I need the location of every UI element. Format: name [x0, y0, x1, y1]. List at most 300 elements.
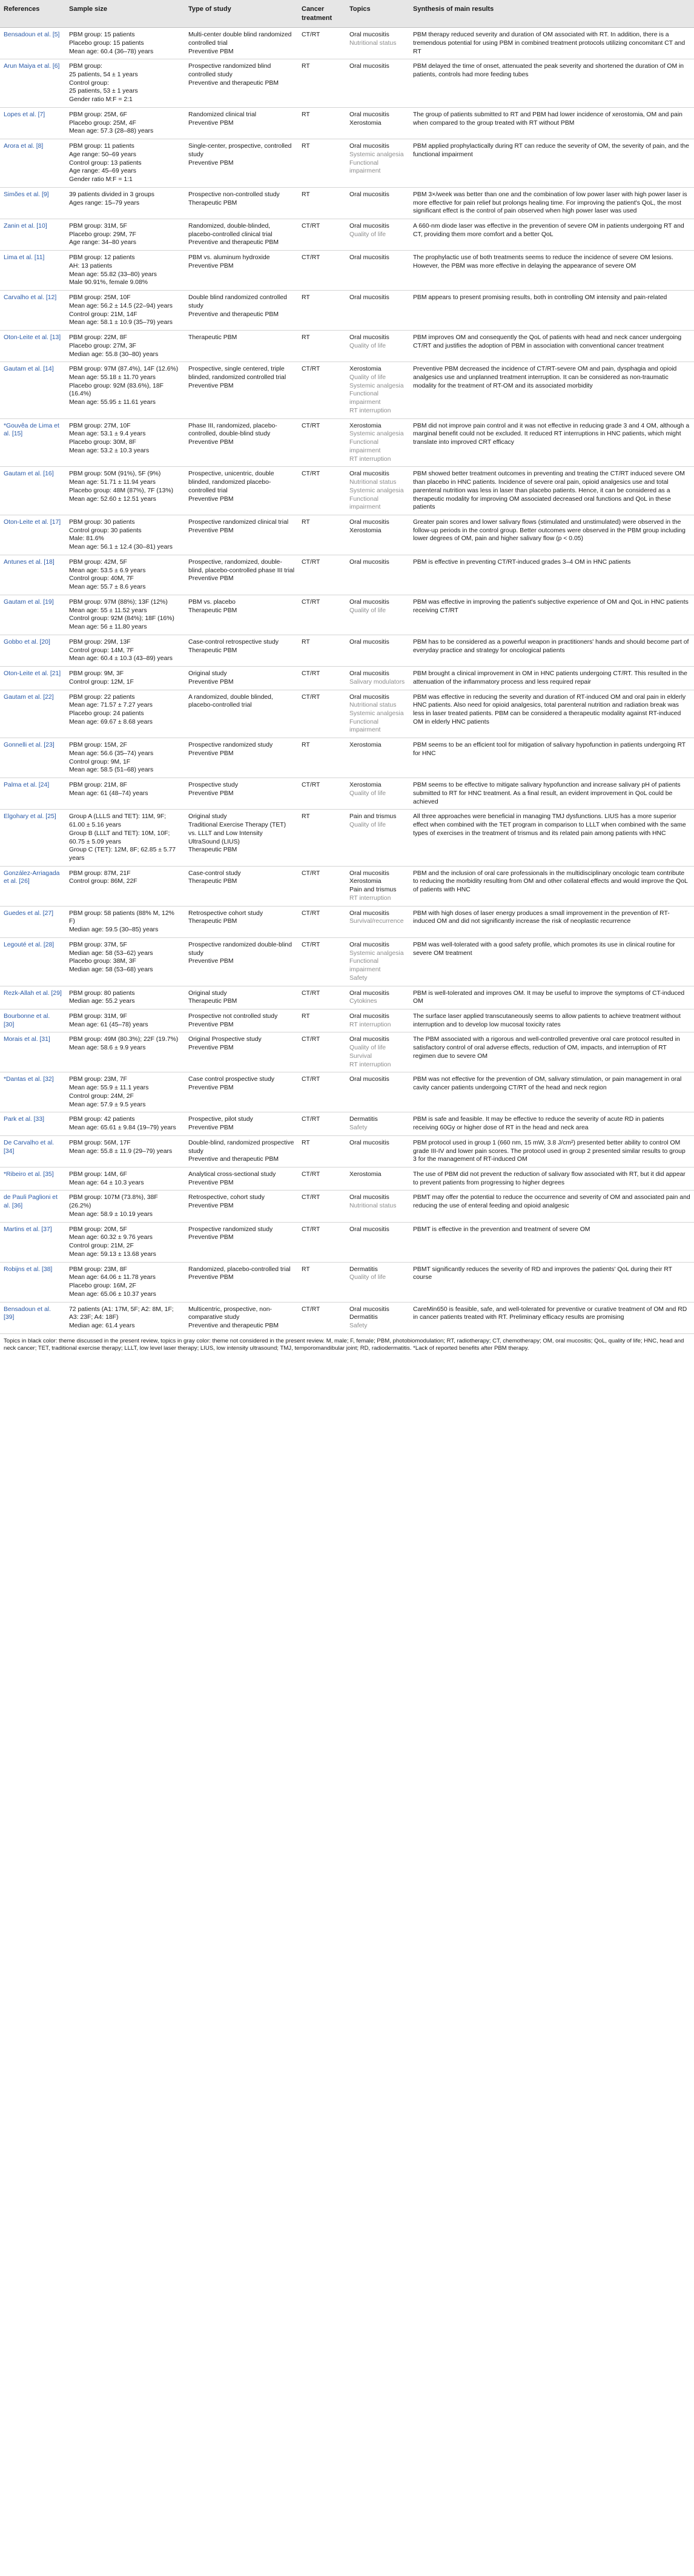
- topic-not-reviewed: Systemic analgesia: [349, 487, 404, 494]
- study-type-line: Therapeutic PBM: [188, 334, 237, 342]
- topic-reviewed: Pain and trismus: [349, 887, 397, 894]
- topics-cell: [346, 515, 409, 555]
- sample-size-line: Mean age: 61 (45–78) years: [69, 1021, 148, 1028]
- table-row: [0, 418, 694, 467]
- study-type-cell: [185, 555, 298, 595]
- cancer-treatment-text: CT/RT: [302, 222, 320, 230]
- header-topics: Topics: [346, 0, 409, 28]
- sample-size-line: PBM group: 9M, 3F: [69, 670, 124, 678]
- study-type-cell: [185, 331, 298, 362]
- synthesis-cell: [409, 59, 694, 108]
- synthesis-cell: [409, 107, 694, 139]
- sample-size-cell: [65, 1032, 185, 1072]
- synthesis-text: PBM is effective in preventing CT/RT-induced grades 3–4 OM in HNC patients: [413, 558, 631, 566]
- reference-cell: [0, 139, 65, 188]
- topic-reviewed: Xerostomia: [349, 119, 382, 127]
- sample-size-line: Median age: 55.8 (30–80) years: [69, 351, 159, 358]
- synthesis-cell: [409, 291, 694, 331]
- sample-size-cell: [65, 667, 185, 690]
- study-type-line: Double-blind, randomized prospective study: [188, 1139, 294, 1155]
- study-type-line: Preventive and therapeutic PBM: [188, 311, 279, 318]
- study-type-line: Preventive PBM: [188, 439, 234, 446]
- cancer-treatment-text: RT: [302, 1139, 310, 1146]
- sample-size-line: Group B (LLLT and TET): 10M, 10F; 60.75 ± 5.09 years: [69, 830, 170, 845]
- sample-size-line: PBM group: 23M, 7F: [69, 1076, 127, 1083]
- cancer-treatment-text: RT: [302, 1266, 310, 1273]
- sample-size-line: Group A (LLLS and TET): 11M, 9F; 61.00 ± 5.16 years: [69, 813, 167, 829]
- synthesis-text: CareMin650 is feasible, safe, and well-tolerated for preventive or curative treatment of OM and RD in cancer patients treated with RT. Preliminary efficacy results are promising: [413, 1306, 687, 1321]
- synthesis-cell: [409, 635, 694, 666]
- reference-text: Guedes et al. [27]: [4, 910, 54, 917]
- reference-text: *Dantas et al. [32]: [4, 1076, 54, 1083]
- synthesis-cell: [409, 331, 694, 362]
- topic-reviewed: Oral mucositis: [349, 191, 389, 198]
- study-type-line: PBM vs. placebo: [188, 598, 236, 606]
- synthesis-text: PBM therapy reduced severity and duration of OM associated with RT. In addition, there is a tremendous potential for using PBM in combined treatment protocols utilizing concomitant CT and RT: [413, 31, 686, 55]
- synthesis-cell: [409, 219, 694, 250]
- sample-size-cell: [65, 1167, 185, 1191]
- study-type-line: Preventive PBM: [188, 575, 234, 583]
- topic-not-reviewed: Quality of life: [349, 790, 386, 797]
- study-type-line: Prospective non-controlled study: [188, 191, 280, 198]
- study-type-cell: [185, 251, 298, 291]
- sample-size-cell: [65, 251, 185, 291]
- table-row: [0, 866, 694, 906]
- topic-reviewed: Oral mucositis: [349, 670, 389, 678]
- topic-not-reviewed: Quality of life: [349, 607, 386, 614]
- topics-cell: [346, 251, 409, 291]
- synthesis-cell: [409, 906, 694, 937]
- reference-text: Bensadoun et al. [5]: [4, 31, 60, 39]
- sample-size-line: PBM group: 30 patients: [69, 519, 135, 526]
- topic-not-reviewed: Nutritional status: [349, 1203, 397, 1210]
- topics-cell: [346, 28, 409, 59]
- study-type-line: Prospective, unicentric, double blinded, randomized placebo-controlled trial: [188, 471, 274, 494]
- topics-cell: [346, 690, 409, 738]
- topic-reviewed: Oral mucositis: [349, 111, 389, 118]
- table-row: [0, 778, 694, 810]
- header-type-of-study: Type of study: [185, 0, 298, 28]
- sample-size-cell: [65, 1112, 185, 1135]
- study-type-line: Therapeutic PBM: [188, 918, 237, 925]
- cancer-treatment-cell: [298, 1191, 346, 1222]
- sample-size-cell: [65, 418, 185, 467]
- synthesis-text: PBMT significantly reduces the severity of RD and improves the patients' QoL during their RT course: [413, 1266, 672, 1281]
- sample-size-line: Mean age: 65.06 ± 10.37 years: [69, 1290, 156, 1298]
- sample-size-line: PBM group: 29M, 13F: [69, 638, 131, 646]
- cancer-treatment-cell: [298, 219, 346, 250]
- sample-size-cell: [65, 187, 185, 219]
- table-row: [0, 291, 694, 331]
- reference-cell: [0, 986, 65, 1009]
- sample-size-cell: [65, 595, 185, 635]
- synthesis-cell: [409, 866, 694, 906]
- study-type-line: Preventive PBM: [188, 1125, 234, 1132]
- cancer-treatment-cell: [298, 1009, 346, 1032]
- study-type-cell: [185, 1135, 298, 1167]
- study-type-line: Single-center, prospective, controlled study: [188, 143, 292, 158]
- sample-size-line: 25 patients, 53 ± 1 years: [69, 88, 138, 95]
- synthesis-cell: [409, 1191, 694, 1222]
- study-type-cell: [185, 810, 298, 866]
- topic-not-reviewed: RT interruption: [349, 1021, 391, 1028]
- sample-size-line: PBM group: 23M, 8F: [69, 1266, 127, 1273]
- cancer-treatment-text: CT/RT: [302, 1036, 320, 1043]
- sample-size-line: Control group: 86M, 22F: [69, 878, 137, 885]
- study-type-line: Preventive PBM: [188, 262, 234, 269]
- topic-not-reviewed: Nutritional status: [349, 479, 397, 486]
- cancer-treatment-cell: [298, 251, 346, 291]
- study-type-line: Randomized clinical trial: [188, 111, 257, 118]
- topics-cell: [346, 986, 409, 1009]
- cancer-treatment-text: RT: [302, 1013, 310, 1020]
- topic-reviewed: Dermatitis: [349, 1116, 378, 1123]
- reference-text: Robijns et al. [38]: [4, 1266, 53, 1273]
- cancer-treatment-cell: [298, 1032, 346, 1072]
- sample-size-line: Mean age: 53.1 ± 9.4 years: [69, 431, 146, 438]
- sample-size-line: PBM group: 56M, 17F: [69, 1139, 131, 1146]
- study-type-line: Preventive PBM: [188, 1085, 234, 1092]
- study-type-cell: [185, 1302, 298, 1333]
- sample-size-line: PBM group: 20M, 5F: [69, 1226, 127, 1233]
- cancer-treatment-cell: [298, 778, 346, 810]
- study-type-line: Preventive PBM: [188, 790, 234, 797]
- cancer-treatment-text: CT/RT: [302, 941, 320, 948]
- topics-cell: [346, 555, 409, 595]
- reference-cell: [0, 555, 65, 595]
- topic-reviewed: Oral mucositis: [349, 941, 389, 948]
- study-type-cell: [185, 107, 298, 139]
- topics-cell: [346, 937, 409, 986]
- topic-reviewed: Oral mucositis: [349, 558, 389, 566]
- reference-cell: [0, 810, 65, 866]
- sample-size-line: Mean age: 53.2 ± 10.3 years: [69, 447, 150, 454]
- table-row: [0, 515, 694, 555]
- topic-reviewed: Xerostomia: [349, 782, 382, 789]
- sample-size-line: Mean age: 55.95 ± 11.61 years: [69, 399, 156, 406]
- reference-cell: [0, 331, 65, 362]
- topic-reviewed: Xerostomia: [349, 366, 382, 373]
- sample-size-line: PBM group: 80 patients: [69, 989, 135, 997]
- study-type-line: Prospective, pilot study: [188, 1116, 253, 1123]
- topic-not-reviewed: Salivary modulators: [349, 678, 405, 685]
- study-type-line: Original Prospective study: [188, 1036, 262, 1043]
- study-type-line: Case control prospective study: [188, 1076, 275, 1083]
- topics-cell: [346, 418, 409, 467]
- synthesis-cell: [409, 28, 694, 59]
- sample-size-cell: [65, 986, 185, 1009]
- topics-cell: [346, 738, 409, 778]
- synthesis-text: PBM applied prophylactically during RT can reduce the severity of OM, the severity of pain, and the functional impairment: [413, 143, 689, 158]
- sample-size-line: Placebo group: 16M, 2F: [69, 1283, 136, 1290]
- topic-not-reviewed: Survival/recurrence: [349, 918, 404, 925]
- synthesis-cell: [409, 667, 694, 690]
- cancer-treatment-cell: [298, 291, 346, 331]
- table-header-row: [0, 0, 694, 28]
- study-type-line: Retrospective cohort study: [188, 910, 263, 917]
- study-type-line: PBM vs. aluminum hydroxide: [188, 254, 270, 262]
- topic-not-reviewed: Nutritional status: [349, 702, 397, 709]
- sample-size-line: Mean age: 52.60 ± 12.51 years: [69, 495, 156, 503]
- reference-cell: [0, 690, 65, 738]
- study-type-cell: [185, 187, 298, 219]
- table-row: [0, 1009, 694, 1032]
- study-type-cell: [185, 1032, 298, 1072]
- sample-size-line: Control group: 92M (84%); 18F (16%): [69, 615, 174, 623]
- study-type-line: Prospective randomized blind controlled study: [188, 63, 271, 78]
- sample-size-line: Mean age: 58.9 ± 10.19 years: [69, 1210, 153, 1218]
- table-row: [0, 810, 694, 866]
- topic-not-reviewed: Quality of life: [349, 342, 386, 349]
- reference-text: Gobbo et al. [20]: [4, 638, 50, 646]
- sample-size-line: Mean age: 56.1 ± 12.4 (30–81) years: [69, 544, 173, 551]
- synthesis-text: PBM was not effective for the prevention of OM, salivary stimulation, or pain management in oral cavity cancer patients undergoing CT/RT of the head and neck region: [413, 1076, 682, 1092]
- study-type-line: Preventive PBM: [188, 1274, 234, 1281]
- header-sample-size: Sample size: [65, 0, 185, 28]
- study-type-cell: [185, 1167, 298, 1191]
- reference-text: Oton-Leite et al. [13]: [4, 334, 61, 342]
- topic-reviewed: Oral mucositis: [349, 1013, 389, 1020]
- topics-cell: [346, 1032, 409, 1072]
- study-type-line: Therapeutic PBM: [188, 199, 237, 206]
- reference-cell: [0, 1302, 65, 1333]
- table-row: [0, 690, 694, 738]
- sample-size-line: PBM group: 22 patients: [69, 693, 135, 701]
- sample-size-line: PBM group: 31M, 5F: [69, 222, 127, 230]
- cancer-treatment-text: RT: [302, 813, 310, 821]
- synthesis-cell: [409, 1009, 694, 1032]
- table-row: [0, 986, 694, 1009]
- sample-size-line: Mean age: 65.61 ± 9.84 (19–79) years: [69, 1125, 176, 1132]
- topics-cell: [346, 595, 409, 635]
- study-type-line: A randomized, double blinded, placebo-controlled trial: [188, 693, 273, 709]
- study-type-cell: [185, 906, 298, 937]
- study-type-line: Original study: [188, 670, 227, 678]
- synthesis-text: PBM was effective in reducing the severity and duration of RT-induced OM and oral pain in elderly HNC patients. Also need for opioid analgesics, total parenteral nutrition and radiation break was less in laser treated patients. PBM can be considered a therapeutic modality against RT-induced OM in elderly HNC patients: [413, 693, 686, 725]
- sample-size-line: Control group: 14M, 7F: [69, 647, 134, 654]
- cancer-treatment-cell: [298, 139, 346, 188]
- cancer-treatment-cell: [298, 187, 346, 219]
- topics-cell: [346, 1167, 409, 1191]
- reference-text: Morais et al. [31]: [4, 1036, 50, 1043]
- sample-size-line: Mean age: 58.5 (51–68) years: [69, 767, 154, 774]
- topic-not-reviewed: Cytokines: [349, 998, 377, 1005]
- table-row: [0, 1167, 694, 1191]
- sample-size-cell: [65, 1191, 185, 1222]
- cancer-treatment-text: CT/RT: [302, 1171, 320, 1178]
- sample-size-cell: [65, 866, 185, 906]
- reference-cell: [0, 1135, 65, 1167]
- study-type-line: Preventive PBM: [188, 678, 234, 685]
- sample-size-line: Control group: 24M, 2F: [69, 1092, 134, 1100]
- synthesis-cell: [409, 1032, 694, 1072]
- topics-cell: [346, 1135, 409, 1167]
- sample-size-line: Median age: 55.2 years: [69, 998, 135, 1005]
- sample-size-line: Control group: 21M, 2F: [69, 1243, 134, 1250]
- cancer-treatment-cell: [298, 515, 346, 555]
- sample-size-line: Gender ratio M:F = 2:1: [69, 96, 133, 104]
- sample-size-line: Placebo group: 92M (83.6%), 18F (16.4%): [69, 382, 164, 398]
- topic-reviewed: Oral mucositis: [349, 1226, 389, 1233]
- reference-text: Arora et al. [8]: [4, 143, 44, 150]
- topic-not-reviewed: Systemic analgesia: [349, 710, 404, 717]
- table-row: [0, 331, 694, 362]
- reference-cell: [0, 187, 65, 219]
- synthesis-text: The prophylactic use of both treatments seems to reduce the incidence of severe OM lesions. However, the PBM was more effective in delaying the appearance of severe OM: [413, 254, 673, 269]
- table-row: [0, 1072, 694, 1112]
- sample-size-line: Control group: 13 patients: [69, 159, 142, 167]
- table-row: [0, 1112, 694, 1135]
- synthesis-text: PBM seems to be effective to mitigate salivary hypofunction and increase salivary pH of patients submitted to RT for HNC treatment. As a final result, an evident improvement in QoL could be achieved: [413, 782, 681, 805]
- sample-size-line: Mean age: 55 ± 11.52 years: [69, 607, 147, 614]
- reference-text: Bensadoun et al. [39]: [4, 1306, 51, 1321]
- cancer-treatment-text: CT/RT: [302, 1194, 320, 1201]
- sample-size-line: Mean age: 57.9 ± 9.5 years: [69, 1101, 146, 1108]
- study-type-line: Therapeutic PBM: [188, 998, 237, 1005]
- study-type-line: Analytical cross-sectional study: [188, 1171, 276, 1178]
- synthesis-text: Preventive PBM decreased the incidence of CT/RT-severe OM and pain, dysphagia and opioid analgesics use and unplanned treatment interruption. It can be considered as non-traumatic modality for the treatment of RT-OM and its associated morbidity: [413, 366, 677, 389]
- sample-size-cell: [65, 738, 185, 778]
- cancer-treatment-cell: [298, 1222, 346, 1262]
- sample-size-cell: [65, 778, 185, 810]
- sample-size-line: PBM group: 42 patients: [69, 1116, 135, 1123]
- table-row: [0, 555, 694, 595]
- topic-not-reviewed: Quality of life: [349, 231, 386, 238]
- study-type-line: Preventive and therapeutic PBM: [188, 239, 279, 246]
- cancer-treatment-text: CT/RT: [302, 558, 320, 566]
- synthesis-text: PBM protocol used in group 1 (660 nm, 15 mW, 3.8 J/cm²) presented better ability to control OM grade III-IV and lower pain scores. The protocol used in group 2 presented similar results to group 3 for the management of RT-induced OM: [413, 1139, 686, 1163]
- sample-size-line: Control group: 12M, 1F: [69, 678, 134, 685]
- topics-cell: [346, 906, 409, 937]
- synthesis-text: PBM improves OM and consequently the QoL of patients with head and neck cancer undergoing CT/RT and justifies the adoption of PBM in association with conventional cancer treatment: [413, 334, 682, 349]
- reference-text: Gautam et al. [14]: [4, 366, 54, 373]
- table-row: [0, 107, 694, 139]
- topics-cell: [346, 331, 409, 362]
- topic-not-reviewed: Quality of life: [349, 822, 386, 829]
- sample-size-cell: [65, 291, 185, 331]
- sample-size-line: PBM group: 22M, 8F: [69, 334, 127, 342]
- reference-text: Elgohary et al. [25]: [4, 813, 56, 821]
- study-type-line: Preventive and therapeutic PBM: [188, 1323, 279, 1330]
- topic-reviewed: Dermatitis: [349, 1266, 378, 1273]
- synthesis-cell: [409, 738, 694, 778]
- sample-size-line: Placebo group: 15 patients: [69, 39, 144, 47]
- topic-reviewed: Dermatitis: [349, 1314, 378, 1321]
- sample-size-cell: [65, 1222, 185, 1262]
- synthesis-text: The use of PBM did not prevent the reduction of salivary flow associated with RT, but it did appear to prevent patients from progressing to higher degrees: [413, 1171, 686, 1186]
- topic-reviewed: Oral mucositis: [349, 519, 389, 526]
- study-type-line: Therapeutic PBM: [188, 878, 237, 885]
- reference-cell: [0, 1072, 65, 1112]
- topics-cell: [346, 866, 409, 906]
- table-row: [0, 1222, 694, 1262]
- study-type-line: Prospective study: [188, 782, 239, 789]
- reference-cell: [0, 251, 65, 291]
- reference-text: Antunes et al. [18]: [4, 558, 55, 566]
- topic-not-reviewed: Systemic analgesia: [349, 949, 404, 957]
- cancer-treatment-cell: [298, 635, 346, 666]
- reference-text: Martins et al. [37]: [4, 1226, 52, 1233]
- study-type-line: Preventive PBM: [188, 48, 234, 55]
- study-type-cell: [185, 690, 298, 738]
- study-type-cell: [185, 1262, 298, 1302]
- topic-not-reviewed: Functional impairment: [349, 391, 381, 406]
- header-references: References: [0, 0, 65, 28]
- reference-text: *Gouvêa de Lima et al. [15]: [4, 422, 59, 438]
- sample-size-line: Control group: 40M, 7F: [69, 575, 134, 583]
- table-row: [0, 362, 694, 418]
- synthesis-text: A 660-nm diode laser was effective in the prevention of severe OM in patients undergoing RT and CT, providing them more comfort and a better QoL: [413, 222, 684, 238]
- sample-size-cell: [65, 467, 185, 515]
- study-type-cell: [185, 139, 298, 188]
- sample-size-cell: [65, 1135, 185, 1167]
- table-row: [0, 667, 694, 690]
- sample-size-line: Mean age: 55.82 (33–80) years: [69, 271, 157, 278]
- topics-cell: [346, 1262, 409, 1302]
- synthesis-cell: [409, 555, 694, 595]
- table-row: [0, 635, 694, 666]
- topics-cell: [346, 107, 409, 139]
- cancer-treatment-cell: [298, 107, 346, 139]
- synthesis-text: PBM seems to be an efficient tool for mitigation of salivary hypofunction in patients undergoing RT for HNC: [413, 742, 686, 757]
- study-type-line: Preventive PBM: [188, 1179, 234, 1186]
- topic-not-reviewed: Systemic analgesia: [349, 431, 404, 438]
- topics-cell: [346, 362, 409, 418]
- topic-not-reviewed: Safety: [349, 1323, 368, 1330]
- synthesis-text: PBMT may offer the potential to reduce the occurrence and severity of OM and associated pain and reducing the use of enteral feeding and opioid analgesic: [413, 1194, 690, 1210]
- study-type-line: Preventive and therapeutic PBM: [188, 1156, 279, 1163]
- study-type-line: Preventive PBM: [188, 1234, 234, 1241]
- sample-size-line: PBM group: 50M (91%), 5F (9%): [69, 471, 161, 478]
- sample-size-cell: [65, 635, 185, 666]
- reference-text: Zanin et al. [10]: [4, 222, 47, 230]
- topic-not-reviewed: Quality of life: [349, 374, 386, 381]
- topic-not-reviewed: Functional impairment: [349, 159, 381, 175]
- topic-reviewed: Xerostomia: [349, 742, 382, 749]
- topics-cell: [346, 1191, 409, 1222]
- synthesis-cell: [409, 515, 694, 555]
- study-type-line: Preventive PBM: [188, 750, 234, 757]
- synthesis-text: PBM and the inclusion of oral care professionals in the multidisciplinary oncologic team contribute to reducing the morbidity resulting from OM and other collateral effects and would improve the QoL of patients with HNC: [413, 870, 688, 894]
- synthesis-cell: [409, 1167, 694, 1191]
- topic-not-reviewed: Quality of life: [349, 1045, 386, 1052]
- reference-text: Arun Maiya et al. [6]: [4, 63, 60, 70]
- synthesis-text: PBM with high doses of laser energy produces a small improvement in the prevention of RT-induced OM and did not significantly increase the risk of neoplastic recurrence: [413, 910, 670, 925]
- synthesis-cell: [409, 778, 694, 810]
- study-type-line: Preventive and therapeutic PBM: [188, 79, 279, 87]
- study-type-line: Preventive PBM: [188, 527, 234, 534]
- study-type-line: Case-control retrospective study: [188, 638, 279, 646]
- sample-size-line: PBM group: 14M, 6F: [69, 1171, 127, 1178]
- synthesis-text: PBM is safe and feasible. It may be effective to reduce the severity of acute RD in patients receiving 60Gy or higher dose of RT in the head and neck area: [413, 1116, 664, 1132]
- topics-cell: [346, 219, 409, 250]
- reference-cell: [0, 866, 65, 906]
- study-type-line: Multi-center double blind randomized controlled trial: [188, 31, 292, 47]
- sample-size-cell: [65, 1302, 185, 1333]
- sample-size-line: Mean age: 60.4 (36–78) years: [69, 48, 154, 55]
- topic-reviewed: Oral mucositis: [349, 334, 389, 342]
- study-type-line: Therapeutic PBM: [188, 847, 237, 854]
- sample-size-line: PBM group: 27M, 10F: [69, 422, 131, 429]
- sample-size-line: Mean age: 58.6 ± 9.9 years: [69, 1045, 146, 1052]
- sample-size-line: Age range: 34–80 years: [69, 239, 136, 246]
- study-type-cell: [185, 595, 298, 635]
- study-type-line: Multicentric, prospective, non-comparative study: [188, 1306, 273, 1321]
- cancer-treatment-cell: [298, 667, 346, 690]
- reference-cell: [0, 1112, 65, 1135]
- study-type-line: Prospective not controlled study: [188, 1013, 278, 1020]
- sample-size-line: Age range: 50–69 years: [69, 151, 136, 158]
